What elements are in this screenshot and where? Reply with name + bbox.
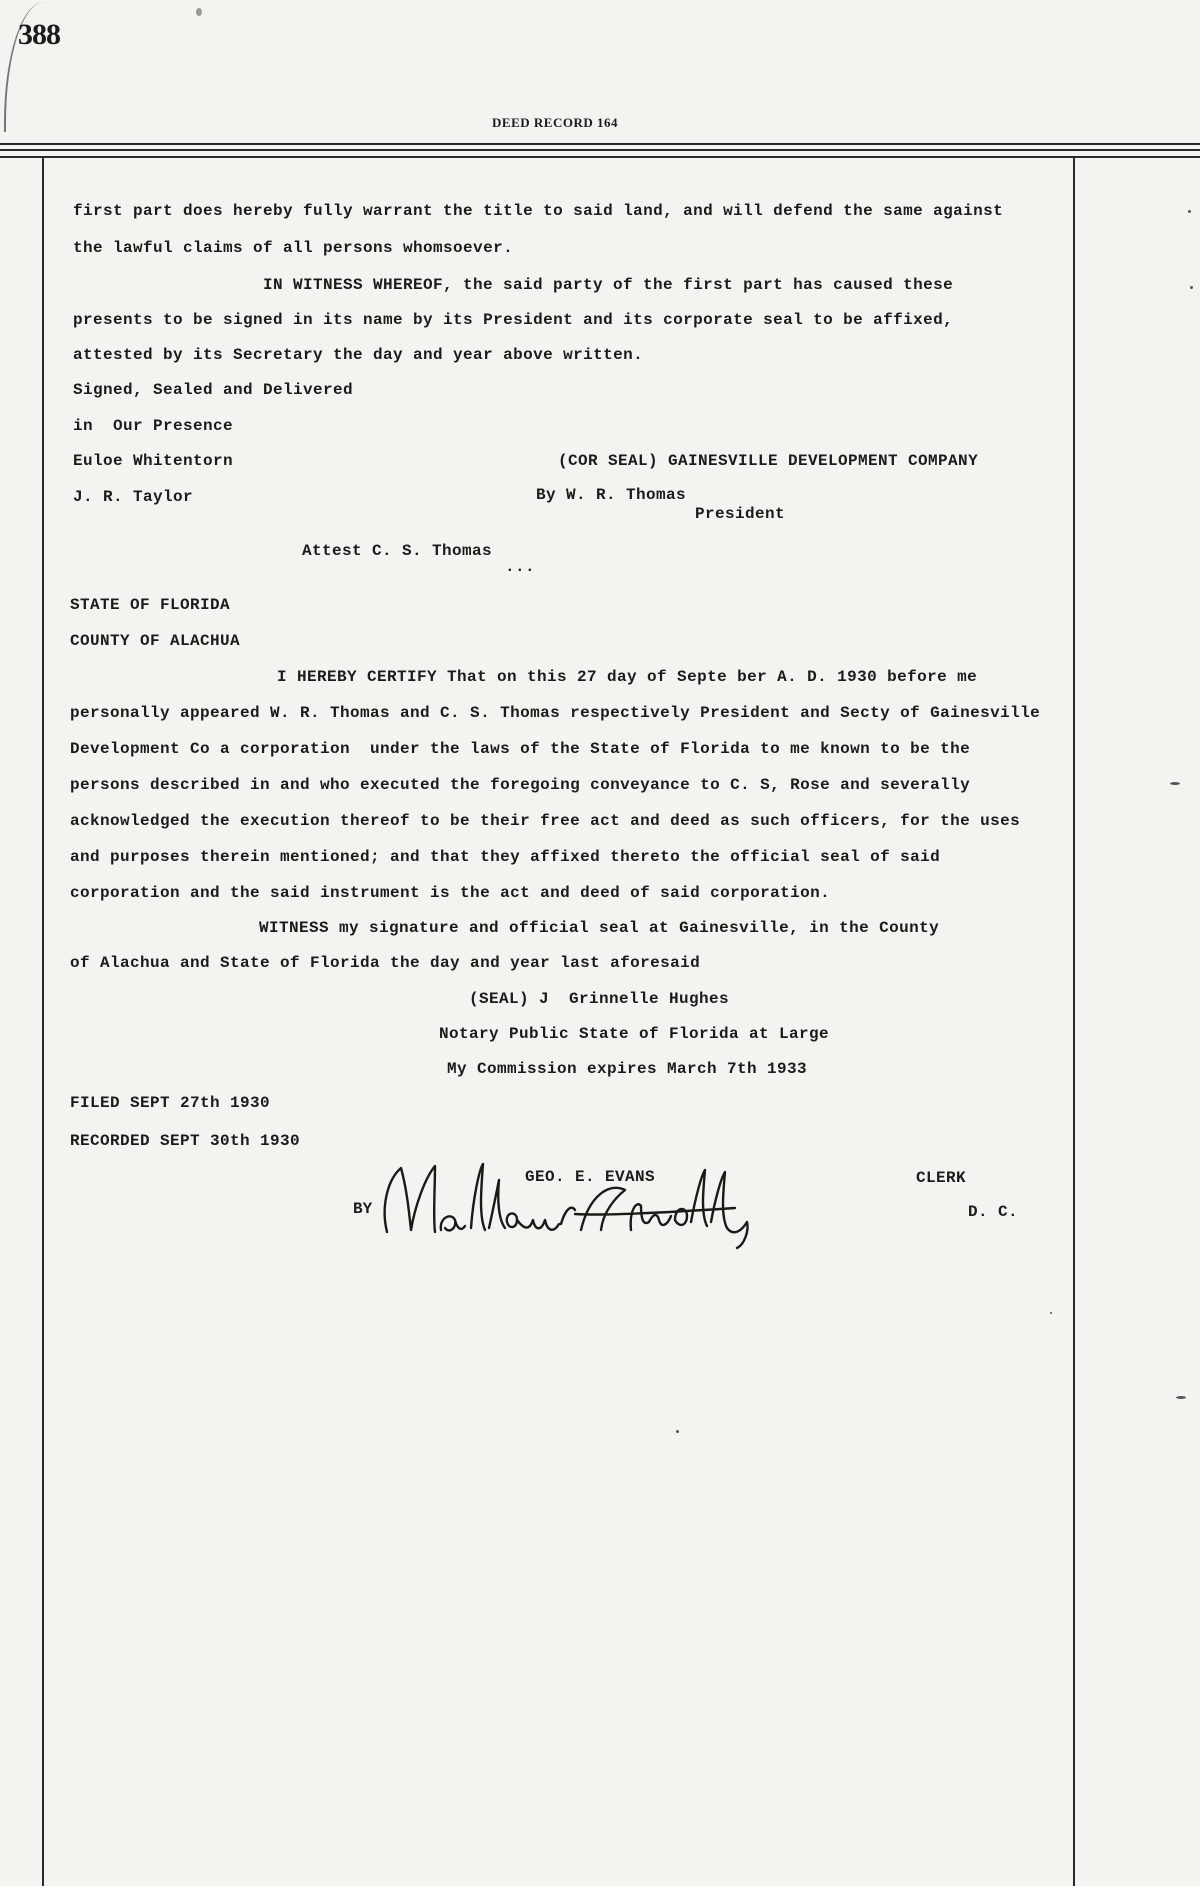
- witness-name: J. R. Taylor: [73, 488, 194, 506]
- certificate-text-line: acknowledged the execution thereof to be their free act and deed as such officers, for the uses: [70, 812, 1021, 830]
- header-rule-top: [0, 143, 1200, 145]
- president-signature: By W. R. Thomas: [536, 486, 687, 504]
- header-rule-middle: [0, 149, 1200, 151]
- certificate-text-line: and purposes therein mentioned; and that they affixed thereto the official seal of said: [70, 848, 941, 866]
- certificate-text-line: persons described in and who executed the foregoing conveyance to C. S, Rose and severally: [70, 776, 971, 794]
- clerk-title: CLERK: [916, 1169, 967, 1187]
- deed-text-line: IN WITNESS WHEREOF, the said party of the first part has caused these: [263, 276, 954, 294]
- header-rule-bottom: [0, 156, 1200, 158]
- our-presence: in Our Presence: [73, 417, 234, 435]
- notary-seal-name: (SEAL) J Grinnelle Hughes: [469, 990, 730, 1008]
- certificate-text-line: personally appeared W. R. Thomas and C. S. Thomas respectively President and Secty of Gainesville: [70, 704, 1041, 722]
- corporate-seal-company: (COR SEAL) GAINESVILLE DEVELOPMENT COMPANY: [558, 452, 979, 470]
- scan-speck: [1170, 782, 1180, 785]
- witness-name: Euloe Whitentorn: [73, 452, 234, 470]
- notary-title: Notary Public State of Florida at Large: [439, 1025, 830, 1043]
- scan-speck: [196, 8, 202, 16]
- page-number: 388: [18, 18, 60, 51]
- deputy-clerk-signature: [375, 1150, 785, 1250]
- left-margin-rule: [42, 156, 44, 1886]
- commission-expiry: My Commission expires March 7th 1933: [447, 1060, 808, 1078]
- right-margin-rule: [1073, 156, 1075, 1886]
- deed-text-line: the lawful claims of all persons whomsoever.: [73, 239, 514, 257]
- deed-text-line: presents to be signed in its name by its President and its corporate seal to be affixed,: [73, 311, 954, 329]
- deputy-by-label: BY: [353, 1200, 373, 1218]
- ellipsis-mark: ...: [505, 558, 536, 576]
- state-heading: STATE OF FLORIDA: [70, 596, 231, 614]
- scan-speck: [676, 1430, 679, 1433]
- certificate-text-line: corporation and the said instrument is the act and deed of said corporation.: [70, 884, 831, 902]
- filed-date: FILED SEPT 27th 1930: [70, 1094, 271, 1112]
- scan-speck: [1050, 1312, 1052, 1314]
- clerk-name: GEO. E. EVANS: [525, 1168, 656, 1186]
- scan-speck: [1188, 210, 1191, 213]
- witness-text-line: of Alachua and State of Florida the day and year last aforesaid: [70, 954, 701, 972]
- president-title: President: [695, 505, 786, 523]
- county-heading: COUNTY OF ALACHUA: [70, 632, 241, 650]
- scan-speck: [1190, 286, 1193, 289]
- attest-line: Attest C. S. Thomas: [302, 542, 493, 560]
- scan-speck: [1176, 1396, 1186, 1399]
- page-header-title: DEED RECORD 164: [492, 115, 618, 130]
- certificate-text-line: I HEREBY CERTIFY That on this 27 day of Septe ber A. D. 1930 before me: [277, 668, 978, 686]
- deed-text-line: first part does hereby fully warrant the title to said land, and will defend the same against: [73, 202, 1004, 220]
- signed-sealed-delivered: Signed, Sealed and Delivered: [73, 381, 354, 399]
- deputy-clerk-abbrev: D. C.: [968, 1203, 1019, 1221]
- deed-text-line: attested by its Secretary the day and year above written.: [73, 346, 644, 364]
- certificate-text-line: Development Co a corporation under the laws of the State of Florida to me known to be the: [70, 740, 971, 758]
- recorded-date: RECORDED SEPT 30th 1930: [70, 1132, 301, 1150]
- witness-text-line: WITNESS my signature and official seal at Gainesville, in the County: [259, 919, 940, 937]
